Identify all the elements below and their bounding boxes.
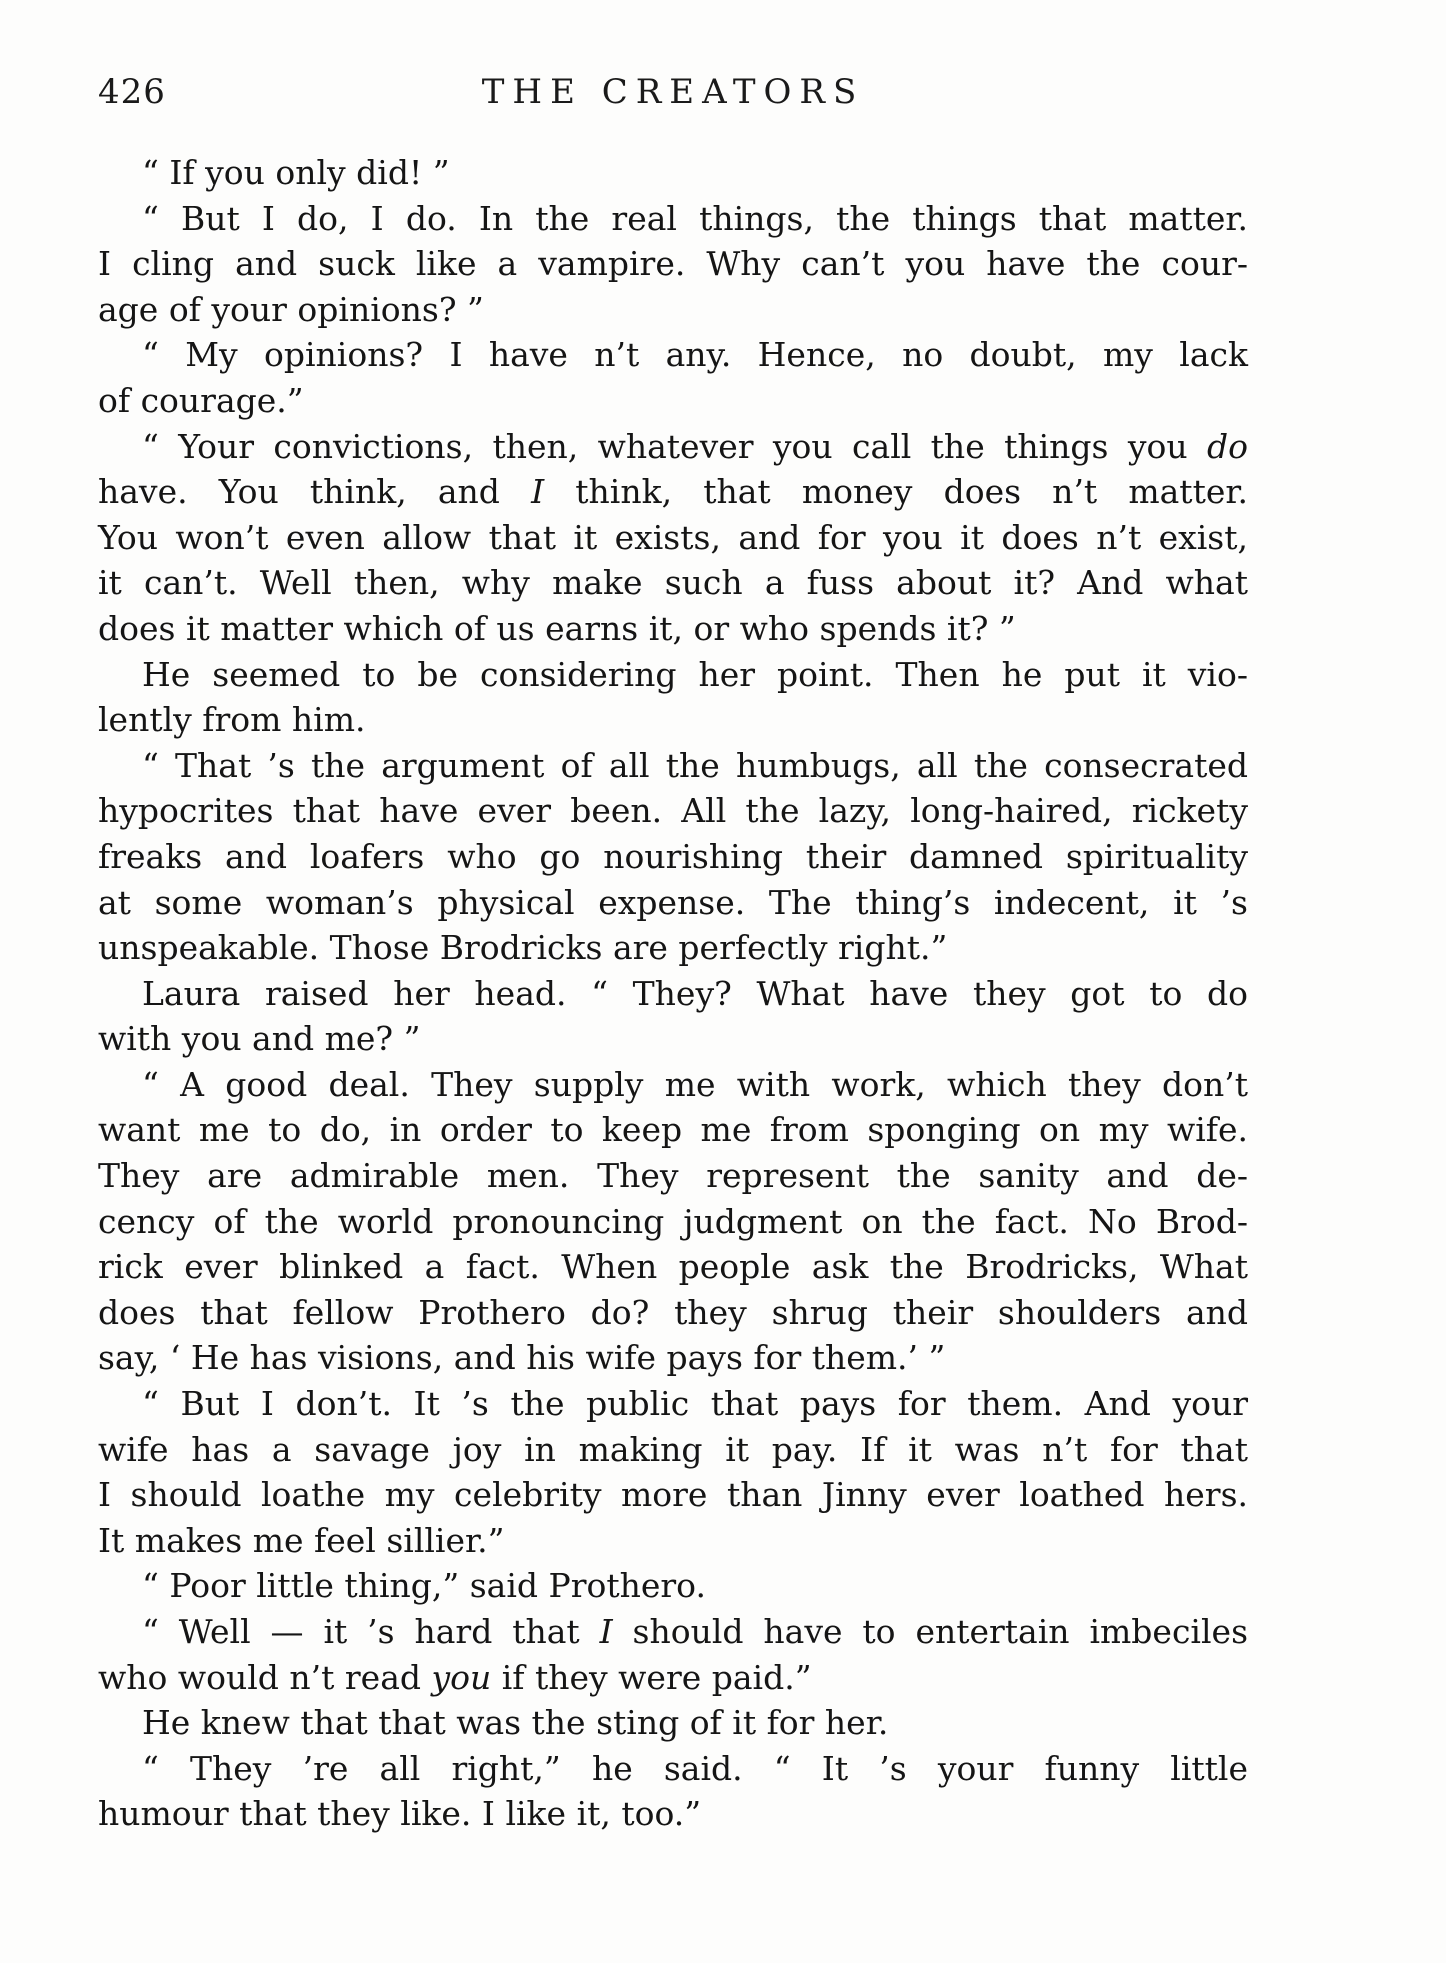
text-line: rick ever blinked a fact. When people ask the Brodricks, What [98,1247,1248,1287]
text-line: “ That ’s the argument of all the humbugs, all the consecrated [142,745,1248,785]
running-title: THE CREATORS [481,72,865,112]
text-line: I should loathe my celebrity more than Jinny ever loathed hers. [98,1475,1248,1515]
text-line: cency of the world pronouncing judgment on the fact. No Brod- [98,1201,1248,1241]
text-line: They are admirable men. They represent the sanity and de- [98,1156,1248,1196]
text-line: with you and me? ” [98,1019,421,1059]
page-number: 426 [98,72,166,112]
text-line: hypocrites that have ever been. All the lazy, long-haired, rickety [98,791,1248,831]
text-line: it can’t. Well then, why make such a fuss about it? And what [98,563,1248,603]
text-line: age of your opinions? ” [98,289,484,329]
text-line: Laura raised her head. “ They? What have they got to do [142,973,1248,1013]
text-line: freaks and loafers who go nourishing their damned spirituality [98,836,1248,876]
text-line: of courage.” [98,380,304,420]
text-line: lently from him. [98,700,366,740]
text-line: does that fellow Prothero do? they shrug their shoulders and [98,1292,1248,1332]
page-header [98,72,1248,122]
text-line: wife has a savage joy in making it pay. If it was n’t for that [98,1429,1248,1469]
text-line: humour that they like. I like it, too.” [98,1794,702,1834]
text-line: “ But I don’t. It ’s the public that pays for them. And your [142,1384,1248,1424]
text-line: He knew that that was the sting of it for her. [142,1703,889,1743]
text-line: He seemed to be considering her point. Then he put it vio- [142,654,1248,694]
text-line: “ Well — it ’s hard that I should have to entertain imbeciles [142,1612,1249,1651]
text-line: at some woman’s physical expense. The thing’s indecent, it ’s [98,882,1248,922]
text-line: It makes me feel sillier.” [98,1520,505,1560]
text-line: does it matter which of us earns it, or who spends it? ” [98,608,1016,648]
text-line: “ My opinions? I have n’t any. Hence, no doubt, my lack [142,335,1248,375]
body-text [98,150,1248,1837]
text-line: You won’t even allow that it exists, and for you it does n’t exist, [98,517,1248,557]
text-line: say, ‘ He has visions, and his wife pays for them.’ ” [98,1338,946,1378]
text-line: I cling and suck like a vampire. Why can’t you have the cour- [98,244,1248,284]
text-line: unspeakable. Those Brodricks are perfectly right.” [98,928,948,968]
text-line: “ But I do, I do. In the real things, the things that matter. [142,198,1248,238]
text-line: have. You think, and I think, that money does n’t matter. [98,472,1248,512]
text-line: who would n’t read you if they were paid.” [98,1657,812,1697]
text-line: “ Poor little thing,” said Prothero. [142,1566,706,1606]
text-line: “ If you only did! ” [142,153,450,192]
text-line: “ Your convictions, then, whatever you call the things you do [142,426,1248,466]
text-line: want me to do, in order to keep me from sponging on my wife. [98,1110,1248,1150]
text-line: “ They ’re all right,” he said. “ It ’s your funny little [142,1748,1248,1788]
text-line: “ A good deal. They supply me with work, which they don’t [142,1064,1248,1104]
